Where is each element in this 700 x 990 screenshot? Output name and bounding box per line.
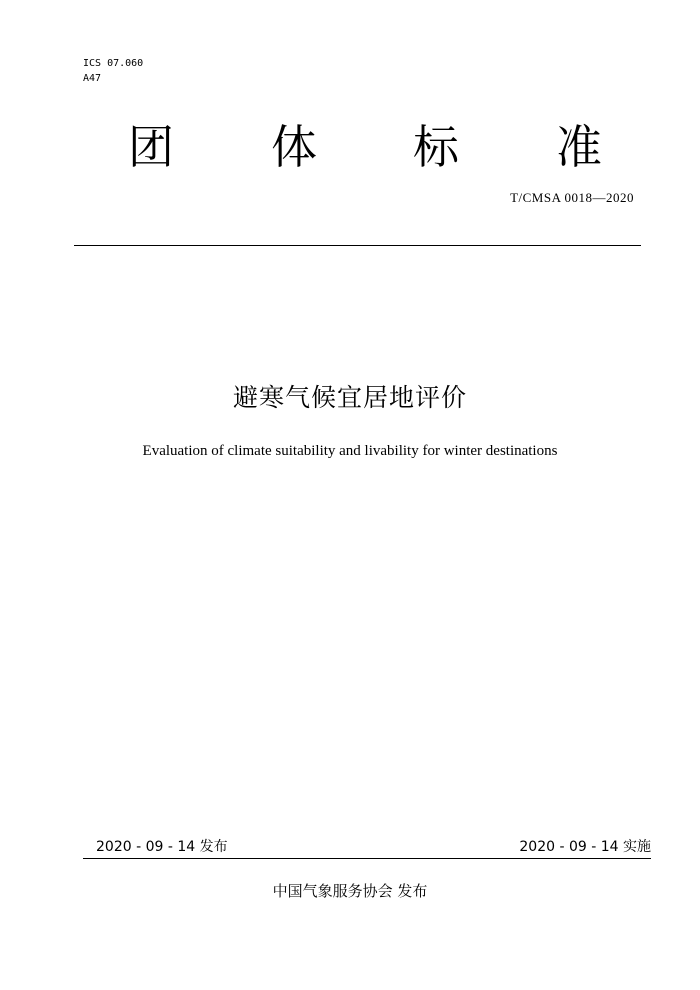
document-title-zh: 避寒气候宜居地评价 <box>232 383 467 412</box>
standard-number: T/CMSA 0018—2020 <box>510 190 634 205</box>
standard-type-char: 标 <box>413 120 459 174</box>
header-divider <box>74 245 641 246</box>
implementation-date: 2020 - 09 - 14 实施 <box>519 839 651 855</box>
standard-type-char: 体 <box>271 120 317 174</box>
publisher: 中国气象服务协会 发布 <box>272 882 428 900</box>
standard-type-char: 准 <box>556 120 602 174</box>
classification-codes <box>83 56 143 86</box>
issue-date: 2020 - 09 - 14 发布 <box>96 839 228 855</box>
date-line <box>83 836 651 859</box>
standard-type-char: 团 <box>128 120 174 174</box>
ccs-code: A47 <box>83 73 102 84</box>
ics-code: ICS 07.060 <box>83 58 144 69</box>
document-title-en: Evaluation of climate suitability and livability for winter destinations <box>142 443 558 459</box>
standard-type-heading <box>0 112 700 182</box>
